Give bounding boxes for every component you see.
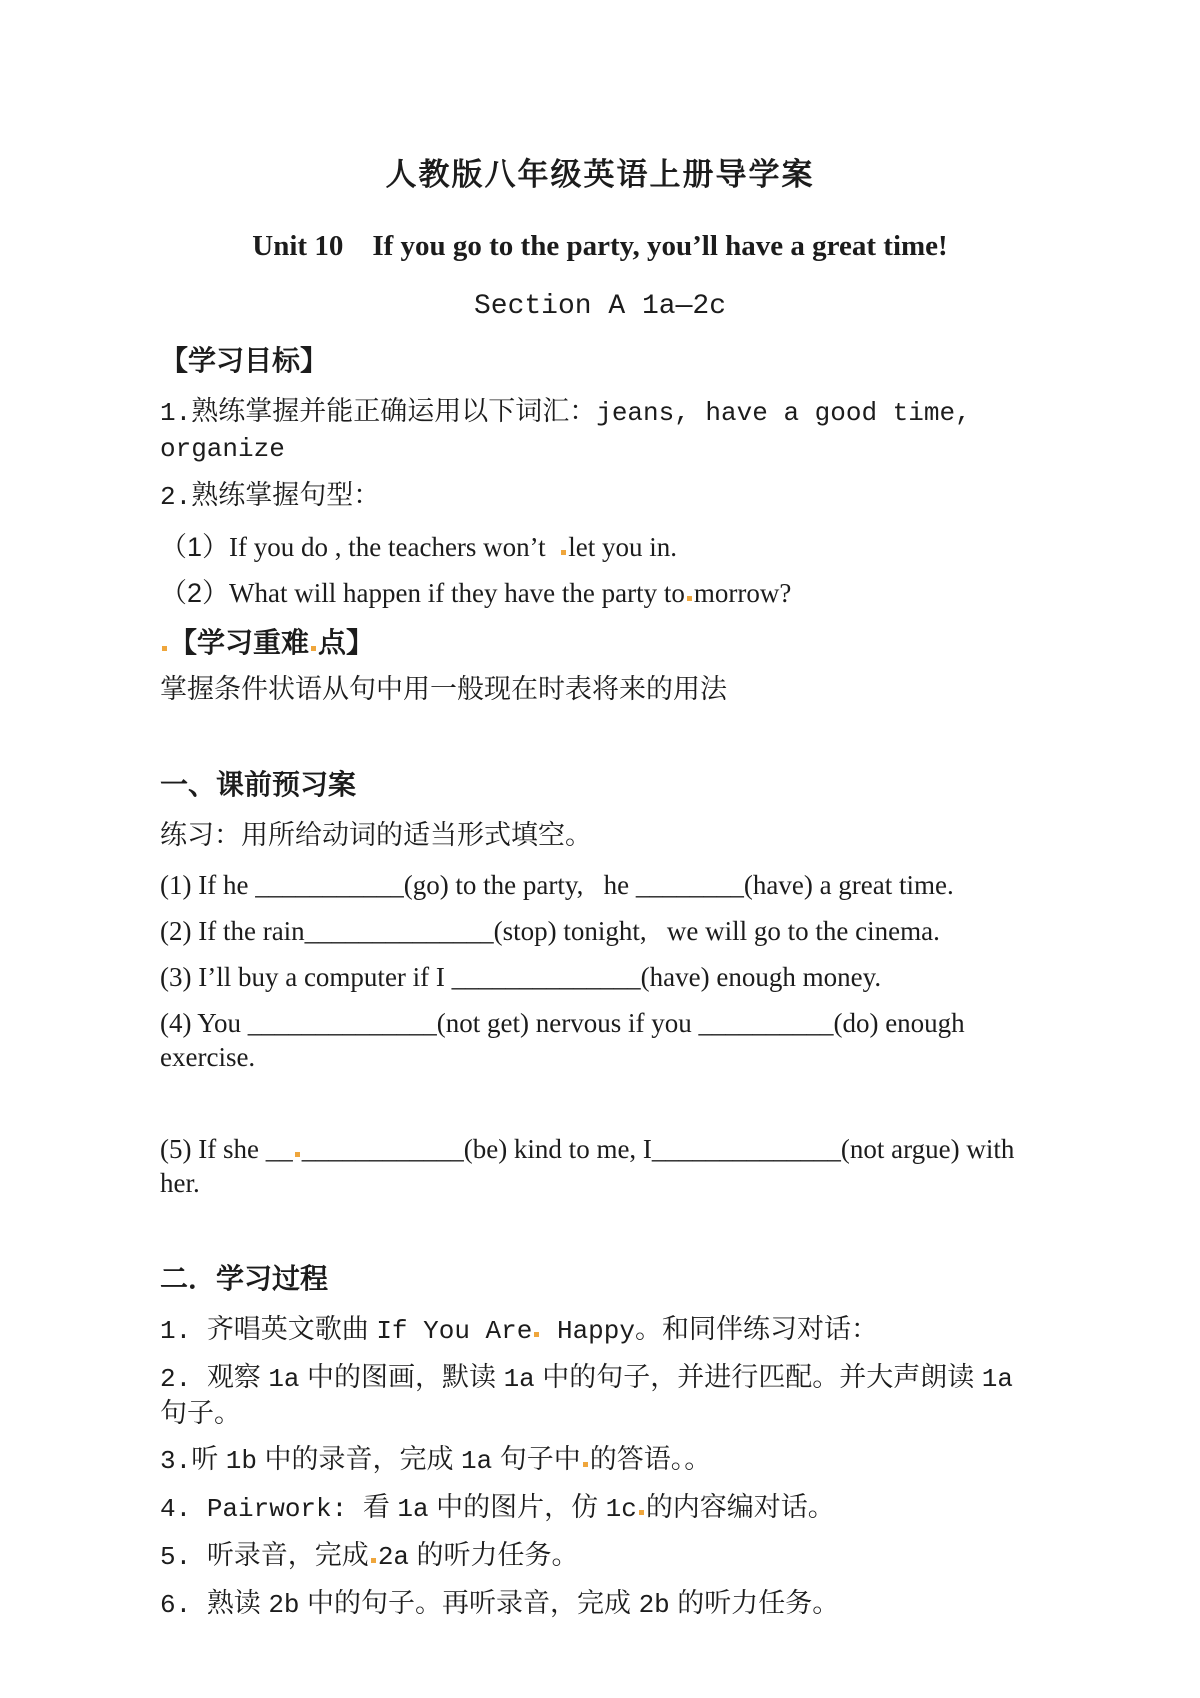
activity-ref-2b: 2b xyxy=(268,1590,300,1620)
process-item-6-text-2: 中的句子。再听录音，完成 xyxy=(299,1588,639,1618)
process-item-6-text: 熟读 xyxy=(206,1588,269,1618)
process-item-3 xyxy=(160,1442,1040,1478)
process-item-3-number: 3. xyxy=(160,1446,192,1476)
goals-sentence-1-post: let you in. xyxy=(568,532,677,562)
activity-ref-1a: 1a xyxy=(460,1446,493,1476)
key-points-section xyxy=(160,626,1040,706)
key-points-body: 掌握条件状语从句中用一般现在时表将来的用法 xyxy=(160,674,727,704)
goals-sentence-2-paren: （2） xyxy=(160,578,230,608)
annotation-dot xyxy=(371,1558,376,1563)
process-item-2 xyxy=(160,1360,1040,1430)
preview-question-2: (2) If the rain______________(stop) tonight, we will go to the cinema. xyxy=(160,916,940,946)
process-section xyxy=(160,1262,1040,1622)
goals-item-2 xyxy=(160,478,1040,514)
process-item-5-text: 听录音，完成 xyxy=(206,1540,369,1570)
preview-question-1: (1) If he ___________(go) to the party, he ________(have) a great time. xyxy=(160,870,954,900)
preview-question-5 xyxy=(160,1132,1040,1200)
process-item-1 xyxy=(160,1312,1040,1348)
process-item-4-text: 看 xyxy=(362,1492,398,1522)
process-item-2-number: 2. xyxy=(160,1364,207,1394)
process-item-4-number: 4. xyxy=(160,1494,207,1524)
activity-ref-1b: 1b xyxy=(225,1446,257,1476)
process-item-1-text: 齐唱英文歌曲 xyxy=(206,1314,377,1344)
goals-section xyxy=(160,344,1040,610)
vocab-list: jeans, have a good time, organize xyxy=(160,398,987,464)
doc-title: 人教版八年级英语上册导学案 xyxy=(385,157,815,192)
activity-ref-1a: 1a xyxy=(397,1494,429,1524)
process-item-3-text-3: 句子中 xyxy=(492,1444,581,1474)
annotation-dot xyxy=(162,646,167,651)
goals-sentence-2-pre: What will happen if they have the party to xyxy=(229,578,685,608)
activity-ref-1a: 1a xyxy=(268,1364,300,1394)
process-item-3-text-4: 的答语。。 xyxy=(589,1444,712,1474)
process-item-3-text: 听 xyxy=(191,1444,226,1474)
goals-sentence-2-post: morrow? xyxy=(693,578,792,608)
pairwork-label: Pairwork: xyxy=(206,1494,363,1524)
process-item-2-text-2: 中的图画，默读 xyxy=(299,1362,504,1392)
annotation-dot xyxy=(687,596,692,601)
goals-item-1 xyxy=(160,394,1040,466)
process-heading: 二．学习过程 xyxy=(160,1263,329,1294)
goals-sentence-1-pre: If you do , the teachers won’t xyxy=(229,532,560,562)
process-item-2-text: 观察 xyxy=(206,1362,269,1392)
process-item-6-number: 6. xyxy=(160,1590,207,1620)
process-item-6 xyxy=(160,1586,1040,1622)
document xyxy=(160,0,1040,1622)
process-item-2-text-3: 中的句子，并进行匹配。并大声朗读 xyxy=(534,1362,982,1392)
song-title-cont: Happy xyxy=(541,1316,635,1346)
song-title: If You Are xyxy=(376,1316,533,1346)
process-item-1-text-2: 。和同伴练习对话： xyxy=(634,1314,878,1344)
preview-question-5-pre: (5) If she __ xyxy=(160,1134,293,1164)
process-item-6-text-3: 的听力任务。 xyxy=(669,1588,840,1618)
process-item-4-text-2: 中的图片，仿 xyxy=(428,1492,606,1522)
goals-sentence-1 xyxy=(160,530,1040,564)
goals-item-2-text: 熟练掌握句型： xyxy=(191,480,381,510)
key-points-heading xyxy=(160,626,1040,660)
header-section xyxy=(160,156,1040,324)
goals-item-2-number: 2. xyxy=(160,482,192,512)
goals-heading: 【学习目标】 xyxy=(160,345,329,376)
process-item-3-text-2: 中的录音，完成 xyxy=(256,1444,461,1474)
activity-ref-1a: 1a xyxy=(981,1364,1014,1394)
process-item-5-number: 5. xyxy=(160,1542,207,1572)
preview-section xyxy=(160,768,1040,1200)
preview-intro: 练习：用所给动词的适当形式填空。 xyxy=(160,820,592,850)
annotation-dot xyxy=(561,550,566,555)
preview-heading: 一、课前预习案 xyxy=(160,769,357,800)
annotation-dot xyxy=(534,1332,539,1337)
preview-question-3: (3) I’ll buy a computer if I ______________(have) enough money. xyxy=(160,962,882,992)
goals-sentence-2 xyxy=(160,576,1040,610)
goals-item-1-text: 熟练掌握并能正确运用以下词汇： xyxy=(191,396,597,426)
goals-item-1-number: 1. xyxy=(160,398,192,428)
process-item-4 xyxy=(160,1490,1040,1526)
annotation-dot xyxy=(583,1462,588,1467)
annotation-dot xyxy=(295,1152,300,1157)
key-points-heading-b: 点】 xyxy=(318,627,375,658)
activity-ref-1c: 1c xyxy=(605,1494,637,1524)
process-item-1-number: 1. xyxy=(160,1316,207,1346)
activity-ref-1a: 1a xyxy=(503,1364,535,1394)
goals-sentence-1-paren: （1） xyxy=(160,532,230,562)
process-item-5 xyxy=(160,1538,1040,1574)
annotation-dot xyxy=(311,646,316,651)
annotation-dot xyxy=(639,1510,644,1515)
key-points-heading-a: 【学习重难 xyxy=(169,627,310,658)
process-item-2-text-4: 句子。 xyxy=(160,1362,1021,1428)
preview-question-5-post: ____________(be) kind to me, I______________(not argue) with her. xyxy=(160,1134,1022,1198)
activity-ref-2b: 2b xyxy=(638,1590,670,1620)
preview-question-4: (4) You ______________(not get) nervous if you __________(do) enough exercise. xyxy=(160,1008,972,1072)
process-item-5-text-2: 的听力任务。 xyxy=(409,1540,579,1570)
activity-ref-2a: 2a xyxy=(377,1542,410,1572)
unit-title: Unit 10 If you go to the party, you’ll have a great time! xyxy=(252,230,948,262)
process-item-4-text-3: 的内容编对话。 xyxy=(645,1492,835,1522)
section-title: Section A 1a—2c xyxy=(473,291,727,322)
